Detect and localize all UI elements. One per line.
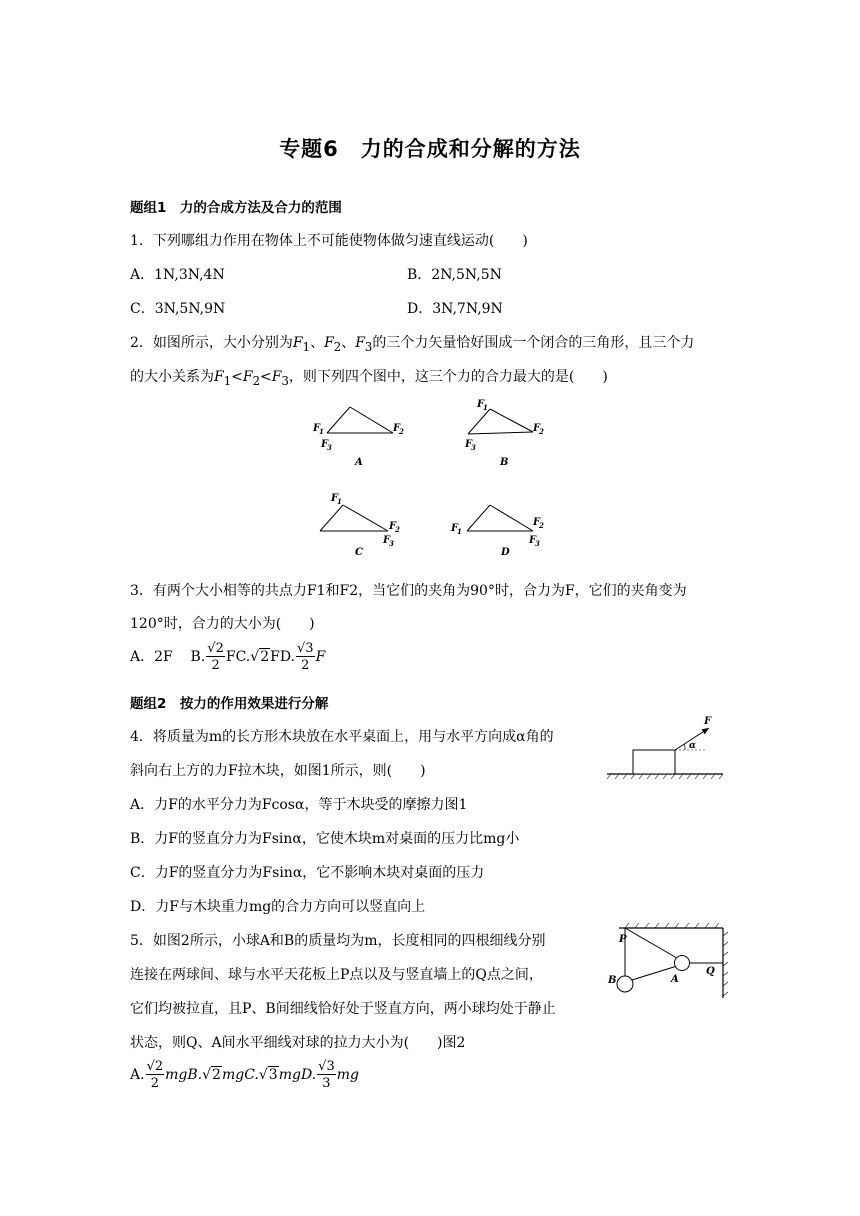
q3-line-1: 3．有两个大小相等的共点力F1和F2，当它们的夹角为90°时，合力为F，它们的夹角变为 <box>130 583 687 599</box>
q3-sqrt-c: √2 <box>250 649 270 665</box>
q5-line-2: 连接在两球间、球与水平天花板上P点以及与竖直墙上的Q点之间， <box>130 967 543 983</box>
svg-text:2: 2 <box>399 427 404 436</box>
svg-text:α: α <box>689 741 696 751</box>
q4-line-1: 4．将质量为m的长方形木块放在水平桌面上，用与水平方向成α角的 <box>130 729 554 745</box>
q3-suffix: F <box>315 649 326 665</box>
svg-text:F: F <box>451 523 459 534</box>
q4-option-b: B．力F的竖直分力为Fsinα，它使木块m对桌面的压力比mg小 <box>130 831 520 847</box>
q1-option-c: C．3N,5N,9N <box>130 301 226 317</box>
q2-line1-pre: 2．如图所示，大小分别为 <box>130 335 293 351</box>
q5-mg: mg <box>336 1067 359 1083</box>
svg-text:F: F <box>704 716 712 727</box>
q5-sqrt-b: √2 <box>202 1067 221 1083</box>
q5-mgC: mgC. <box>221 1067 259 1083</box>
page-title: 专题6 力的合成和分解的方法 <box>279 137 581 161</box>
q5-mgD: mgD. <box>278 1067 317 1083</box>
q5-line-4: 状态，则Q、A间水平细线对球的拉力大小为( )图2 <box>130 1035 466 1051</box>
q4-option-a: A．力F的水平分力为Fcosα，等于木块受的摩擦力图1 <box>130 797 468 813</box>
group-2-heading: 题组2 按力的作用效果进行分解 <box>130 696 329 712</box>
q1-stem: 1．下列哪组力作用在物体上不可能使物体做匀速直线运动( ) <box>130 233 528 249</box>
figure-2-balls-diagram <box>605 922 730 1002</box>
svg-text:A: A <box>671 974 679 985</box>
svg-text:1: 1 <box>319 427 324 436</box>
svg-text:F: F <box>393 423 401 434</box>
q3-option-d-prefix: FD. <box>270 649 295 665</box>
q2-line1-post: 的三个力矢量恰好围成一个闭合的三角形，且三个力 <box>372 335 695 351</box>
svg-text:2: 2 <box>539 427 544 436</box>
q2-line-1: 2．如图所示，大小分别为$F_1$、$F_2$、$F_3$的三个力矢量恰好围成一个闭合的三角形，且三个力 <box>130 335 695 354</box>
q1-option-d: D．3N,7N,9N <box>407 301 503 317</box>
q5-opt-a: A. <box>130 1067 145 1083</box>
q3-option-b-prefix: B. <box>190 649 206 665</box>
q4-line-2: 斜向右上方的力F拉木块，如图1所示，则( ) <box>130 763 426 779</box>
svg-text:F: F <box>321 439 329 450</box>
q2-line-2: 的大小关系为$F_1<F_2<F_3$，则下列四个图中，这三个力的合力最大的是( ) <box>130 369 608 388</box>
q5-line-3: 它们均被拉直，且P、B间细线恰好处于竖直方向，两小球均处于静止 <box>130 1001 556 1017</box>
q3-frac-b: $\frac{√2}{2}$ <box>207 641 224 673</box>
svg-text:1: 1 <box>337 497 342 506</box>
q5-mgB: mgB. <box>165 1067 203 1083</box>
q2-triangle-figures <box>305 395 565 565</box>
figure-label-a: A <box>355 457 363 468</box>
svg-text:F: F <box>465 439 473 450</box>
q1-option-a: A．1N,3N,4N <box>130 267 225 283</box>
triangle-c <box>320 493 400 558</box>
svg-text:B: B <box>608 975 617 986</box>
figure-label-c: C <box>355 547 363 558</box>
svg-text:3: 3 <box>389 539 394 548</box>
svg-text:F: F <box>331 493 339 504</box>
q5-options <box>130 1058 359 1092</box>
q2-line2-post: ，则下列四个图中，这三个力的合力最大的是( ) <box>288 369 608 385</box>
q3-frac-d: $\frac{√3}{2}$ <box>297 641 314 673</box>
svg-text:Q: Q <box>706 966 715 977</box>
svg-text:3: 3 <box>471 443 476 452</box>
svg-text:F: F <box>533 423 541 434</box>
svg-text:1: 1 <box>457 527 462 536</box>
svg-text:F: F <box>389 521 397 532</box>
svg-text:P: P <box>619 934 627 945</box>
triangle-b <box>464 399 544 468</box>
triangle-d <box>450 505 544 558</box>
figure-1-block-diagram <box>605 712 725 782</box>
svg-text:F: F <box>383 535 391 546</box>
svg-text:F: F <box>477 399 485 410</box>
q5-sqrt-c: √3 <box>258 1067 278 1083</box>
svg-text:3: 3 <box>327 443 332 452</box>
figure-label-d: D <box>501 547 510 558</box>
q3-option-a: A．2F <box>130 649 173 665</box>
svg-text:F: F <box>529 535 537 546</box>
group-1-heading: 题组1 力的合成方法及合力的范围 <box>130 200 342 216</box>
q5-frac-d: $\frac{√3}{3}$ <box>318 1059 335 1091</box>
svg-text:F: F <box>313 423 321 434</box>
svg-text:F: F <box>533 517 541 528</box>
q3-line-2: 120°时，合力的大小为( ) <box>130 616 315 632</box>
triangle-a <box>312 407 404 468</box>
svg-text:2: 2 <box>395 525 400 534</box>
figure-label-b: B <box>500 457 509 468</box>
q5-frac-a: $\frac{√2}{2}$ <box>146 1059 164 1091</box>
svg-text:2: 2 <box>539 521 544 530</box>
q4-option-c: C．力F的竖直分力为Fsinα，它不影响木块对桌面的压力 <box>130 865 485 881</box>
q5-line-1: 5．如图2所示，小球A和B的质量均为m，长度相同的四根细线分别 <box>130 933 546 949</box>
q2-line2-pre: 的大小关系为 <box>130 369 214 385</box>
q4-option-d: D．力F与木块重力mg的合力方向可以竖直向上 <box>130 899 426 915</box>
svg-text:1: 1 <box>483 403 488 412</box>
q3-option-c-prefix: FC. <box>225 649 251 665</box>
svg-text:3: 3 <box>535 539 540 548</box>
q1-option-b: B．2N,5N,5N <box>407 267 502 283</box>
q3-options <box>130 640 325 674</box>
